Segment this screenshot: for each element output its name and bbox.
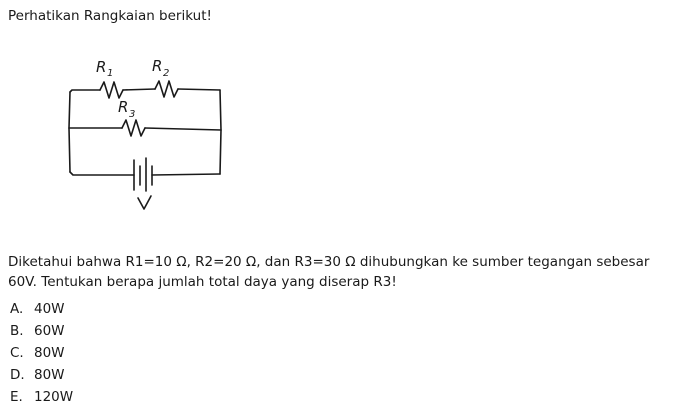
- choice-d[interactable]: [10, 369, 310, 391]
- choice-c-text: 80W: [34, 345, 65, 361]
- label-r2-sub: 2: [163, 68, 170, 79]
- circuit-diagram: [60, 48, 260, 213]
- label-r2: R: [152, 57, 163, 75]
- choice-a[interactable]: [10, 303, 310, 325]
- label-r3: R: [118, 98, 129, 116]
- choice-b-text: 60W: [34, 323, 65, 339]
- choice-b[interactable]: [10, 325, 310, 347]
- choice-c-letter: C.: [10, 345, 24, 361]
- label-r1: R: [96, 58, 107, 76]
- choice-e[interactable]: [10, 391, 310, 413]
- question-text: Diketahui bahwa R1=10 Ω, R2=20 Ω, dan R3=30 Ω dihubungkan ke sumber tegangan sebesar 60V. Tentukan berapa jumlah total daya yang diserap R3!: [8, 254, 650, 290]
- choice-d-text: 80W: [34, 367, 65, 383]
- answer-choices: [10, 303, 310, 413]
- label-r3-sub: 3: [129, 109, 136, 120]
- intro-text: Perhatikan Rangkaian berikut!: [8, 8, 212, 24]
- choice-a-text: 40W: [34, 301, 65, 317]
- choice-e-text: 120W: [34, 389, 74, 405]
- label-r1-sub: 1: [107, 68, 114, 79]
- choice-b-letter: B.: [10, 323, 24, 339]
- choice-d-letter: D.: [10, 367, 25, 383]
- choice-e-letter: E.: [10, 389, 23, 405]
- choice-a-letter: A.: [10, 301, 24, 317]
- circuit-diagram-svg: [60, 48, 260, 213]
- choice-c[interactable]: [10, 347, 310, 369]
